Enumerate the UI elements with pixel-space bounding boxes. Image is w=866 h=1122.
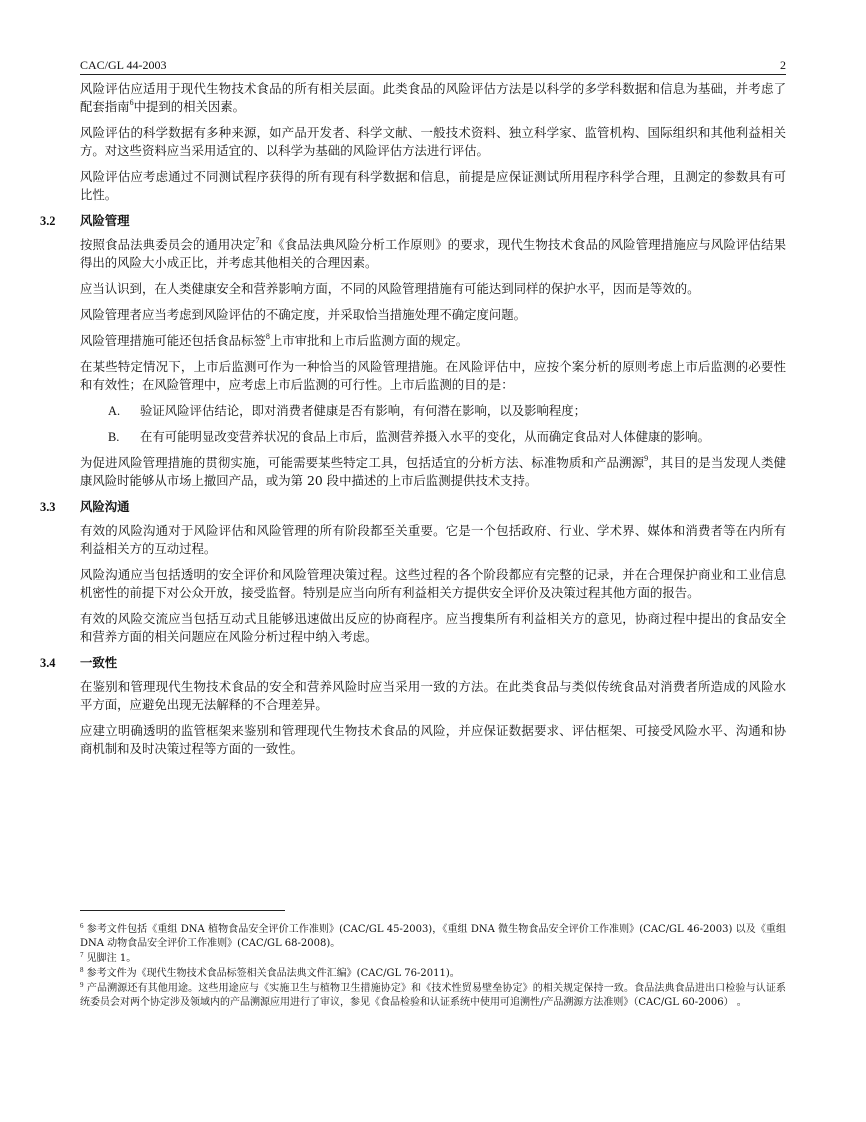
paragraph: 按照食品法典委员会的通用决定$^7$和《食品法典风险分析工作原则》的要求，现代生物技术食品的风险管理措施应与风险评估结果得出的风险大小成正比，并考虑其他相关的合理因素。 <box>80 236 786 270</box>
document-body <box>40 80 787 766</box>
paragraph: 风险评估应适用于现代生物技术食品的所有相关层面。此类食品的风险评估方法是以科学的多学科数据和信息为基础，并考虑了配套指南$^6$中提到的相关因素。 <box>80 81 786 114</box>
list-label: A. <box>108 404 121 418</box>
footnotes <box>80 923 786 1011</box>
footnote: $^9$ 产品溯源还有其他用途。这些用途应与《实施卫生与植物卫生措施协定》和《技术性贸易壁垒协定》的相关规定保持一致。食品法典食品进出口检验与认证系统委员会对两个协定涉及领域内的产品溯源应用进行了审议，参见《食品检验和认证系统中使用可追溯性/产品溯源方法准则》（CAC/GL 60-2006） 。 <box>80 981 786 1008</box>
paragraph: 风险管理措施可能还包括食品标签$^8$上市审批和上市后监测方面的规定。 <box>80 332 469 348</box>
section-heading-risk-communication <box>40 498 786 516</box>
page-header <box>80 58 786 75</box>
footnote: $^7$ 见脚注 1。 <box>80 951 137 964</box>
list-item <box>80 428 786 446</box>
section-heading-consistency <box>40 654 786 672</box>
footnote-number: 9 <box>80 981 84 989</box>
footnote-divider <box>80 910 285 911</box>
document-code: CAC/GL 44-2003 <box>80 58 167 72</box>
footnote-ref[interactable]: 8 <box>265 332 270 341</box>
footnote: $^8$ 参考文件为《现代生物技术食品标签相关食品法典文件汇编》(CAC/GL 76-2011)。 <box>80 966 460 979</box>
footnote-ref[interactable]: 7 <box>255 236 260 245</box>
paragraph: 有效的风险沟通对于风险评估和风险管理的所有阶段都至关重要。它是一个包括政府、行业、学术界、媒体和消费者等在内所有利益相关方的互动过程。 <box>80 523 786 556</box>
paragraph: 有效的风险交流应当包括互动式且能够迅速做出反应的协商程序。应当搜集所有利益相关方的意见，协商过程中提出的食品安全和营养方面的相关问题应在风险分析过程中纳入考虑。 <box>80 611 786 644</box>
section-number: 3.3 <box>40 500 56 514</box>
section-number: 3.4 <box>40 656 56 670</box>
paragraph: 风险评估应考虑通过不同测试程序获得的所有现有科学数据和信息，前提是应保证测试所用程序科学合理，且测定的参数具有可比性。 <box>80 169 786 202</box>
paragraph: 在某些特定情况下，上市后监测可作为一种恰当的风险管理措施。在风险评估中，应按个案分析的原则考虑上市后监测的必要性和有效性；在风险管理中，应考虑上市后监测的可行性。上市后监测的目的是： <box>80 359 786 392</box>
paragraph: 在鉴别和管理现代生物技术食品的安全和营养风险时应当采用一致的方法。在此类食品与类似传统食品对消费者所造成的风险水平方面，应避免出现无法解释的不合理差异。 <box>80 679 786 712</box>
list-item <box>80 402 786 420</box>
section-heading-risk-management <box>40 212 786 230</box>
footnote-number: 7 <box>80 951 84 959</box>
paragraph: 应当认识到，在人类健康安全和营养影响方面，不同的风险管理措施有可能达到同样的保护水平，因而是等效的。 <box>80 281 700 296</box>
paragraph: 风险管理者应当考虑到风险评估的不确定度，并采取恰当措施处理不确定度问题。 <box>80 307 527 322</box>
footnote-number: 8 <box>80 966 84 974</box>
section-number: 3.2 <box>40 214 56 228</box>
section-title: 风险沟通 <box>80 499 130 514</box>
page-number: 2 <box>780 58 786 72</box>
paragraph: 风险沟通应当包括透明的安全评价和风险管理决策过程。这些过程的各个阶段都应有完整的记录，并在合理保护商业和工业信息机密性的前提下对公众开放，接受监督。特别是应当向所有利益相关方提供安全评价及决策过程其他方面的报告。 <box>80 567 786 600</box>
list-label: B. <box>108 430 120 444</box>
footnote-ref[interactable]: 9 <box>644 454 649 463</box>
footnote-ref[interactable]: 6 <box>129 98 134 107</box>
paragraph: 风险评估的科学数据有多种来源，如产品开发者、科学文献、一般技术资料、独立科学家、监管机构、国际组织和其他利益相关方。对这些资料应当采用适宜的、以科学为基础的风险评估方法进行评估。 <box>80 125 786 158</box>
list-text: 在有可能明显改变营养状况的食品上市后，监测营养摄入水平的变化，从而确定食品对人体健康的影响。 <box>140 429 710 444</box>
list-text: 验证风险评估结论，即对消费者健康是否有影响，有何潜在影响，以及影响程度； <box>140 403 587 418</box>
paragraph: 应建立明确透明的监管框架来鉴别和管理现代生物技术食品的风险，并应保证数据要求、评估框架、可接受风险水平、沟通和协商机制和及时决策过程等方面的一致性。 <box>80 723 786 756</box>
section-title: 风险管理 <box>80 213 130 228</box>
section-title: 一致性 <box>80 655 118 670</box>
footnote: $^6$ 参考文件包括《重组 DNA 植物食品安全评价工作准则》(CAC/GL 45-2003)，《重组 DNA 微生物食品安全评价工作准则》(CAC/GL 46-2003) 以及《重组 DNA 动物食品安全评价工作准则》(CAC/GL 68-2008)。 <box>80 922 786 949</box>
paragraph: 为促进风险管理措施的贯彻实施，可能需要某些特定工具，包括适宜的分析方法、标准物质和产品溯源$^9$，其目的是当发现人类健康风险时能够从市场上撤回产品，或为第 20 段中描述的上市后监测提供技术支持。 <box>80 454 787 488</box>
footnote-number: 6 <box>80 922 84 930</box>
